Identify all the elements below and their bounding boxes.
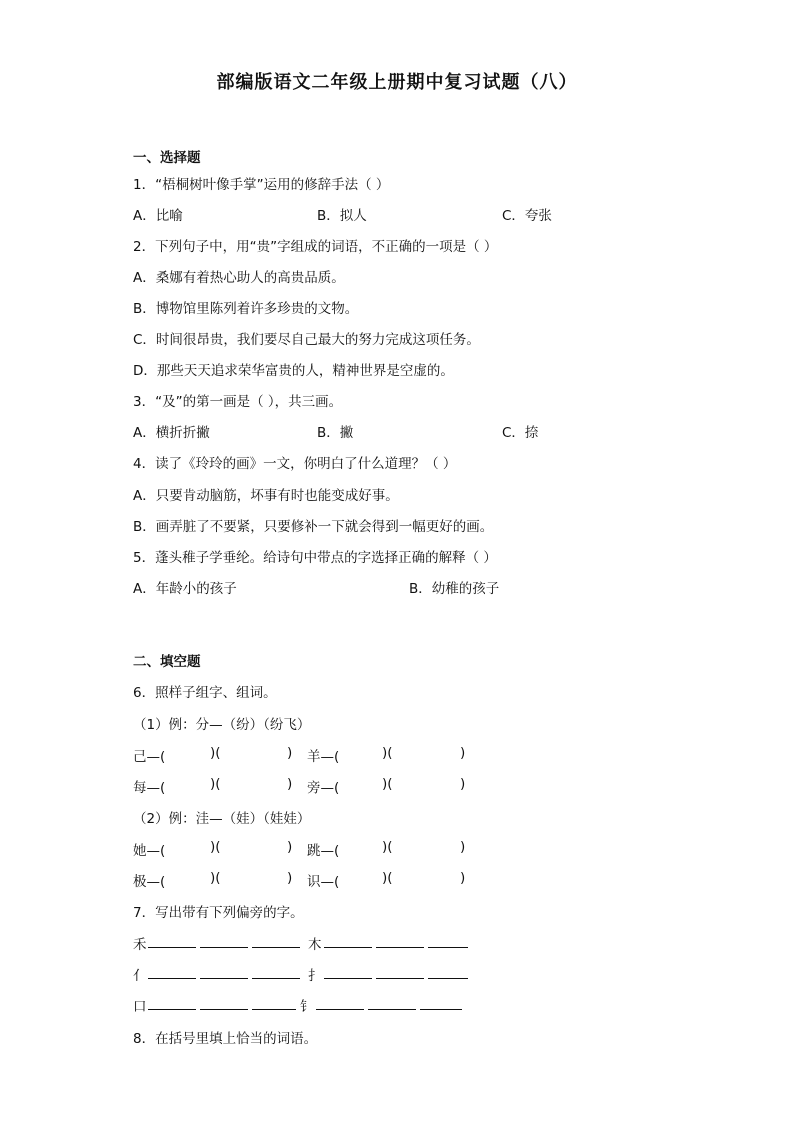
row-4-right-end: ) [460,870,466,886]
row-3-left-char: 她—( [133,843,166,859]
question-3-stem: 3．“及”的第一画是（ ），共三画。 [133,394,343,410]
question-7-row-3 [133,995,473,1013]
row-2-right-char: 旁—( [307,780,340,796]
question-7-row-2 [133,964,473,982]
radical-shou: 扌 [308,968,322,984]
row-1-left-end: ) [287,745,293,761]
answer-blank[interactable] [148,995,196,1010]
page-title: 部编版语文二年级上册期中复习试题（八） [216,72,578,93]
question-3-option-a: A．横折折撇 [133,425,210,441]
question-7-stem: 7．写出带有下列偏旁的字。 [133,905,304,921]
answer-blank[interactable] [200,933,248,948]
row-1-left-mid: )( [210,745,221,761]
question-6-example-2: （2）例：洼—（娃）（娃娃） [133,811,311,827]
question-6-row-4 [133,870,493,888]
row-3-right-end: ) [460,839,466,855]
question-4-stem: 4．读了《玲玲的画》一文，你明白了什么道理？（ ） [133,456,457,472]
row-1-left-char: 己—( [133,749,166,765]
answer-blank[interactable] [200,964,248,979]
question-2-option-a: A．桑娜有着热心助人的高贵品质。 [133,270,345,286]
answer-blank[interactable] [376,933,424,948]
answer-blank[interactable] [324,933,372,948]
section-heading-choice: 一、选择题 [133,150,201,166]
section-heading-fill: 二、填空题 [133,654,201,670]
radical-mu: 木 [308,937,322,953]
row-2-left-mid: )( [210,776,221,792]
question-5-option-b: B．幼稚的孩子 [409,581,500,597]
row-2-left-char: 每—( [133,780,166,796]
row-3-right-mid: )( [382,839,393,855]
question-2-option-d: D．那些天天追求荣华富贵的人，精神世界是空虚的。 [133,363,454,379]
row-3-left-end: ) [287,839,293,855]
row-3-left-mid: )( [210,839,221,855]
question-4-option-b: B．画弄脏了不要紧，只要修补一下就会得到一幅更好的画。 [133,519,494,535]
answer-blank[interactable] [252,995,296,1010]
row-1-right-char: 羊—( [307,749,340,765]
answer-blank[interactable] [200,995,248,1010]
question-3-option-c: C．捺 [502,425,539,441]
question-6-example-1: （1）例：分—（纷）（纷飞） [133,717,311,733]
question-6-row-3 [133,839,493,857]
row-2-right-end: ) [460,776,466,792]
question-4-option-a: A．只要肯动脑筋，坏事有时也能变成好事。 [133,488,399,504]
row-1-right-mid: )( [382,745,393,761]
radical-kou: 口 [133,999,147,1015]
question-6-row-2 [133,776,493,794]
question-6-stem: 6．照样子组字、组词。 [133,685,277,701]
answer-blank[interactable] [148,933,196,948]
radical-jin: 钅 [300,999,314,1015]
row-3-right-char: 跳—( [307,843,340,859]
question-2-option-c: C．时间很昂贵，我们要尽自己最大的努力完成这项任务。 [133,332,480,348]
answer-blank[interactable] [428,964,468,979]
question-1-stem: 1．“梧桐树叶像手掌”运用的修辞手法（ ） [133,177,390,193]
answer-blank[interactable] [148,964,196,979]
row-4-right-char: 识—( [307,874,340,890]
question-1-option-b: B．拟人 [317,208,367,224]
question-8-stem: 8．在括号里填上恰当的词语。 [133,1031,318,1047]
answer-blank[interactable] [420,995,462,1010]
row-4-left-char: 极—( [133,874,166,890]
question-5-stem: 5．蓬头稚子学垂纶。给诗句中带点的字选择正确的解释（ ） [133,550,497,566]
question-1-option-c: C．夸张 [502,208,552,224]
radical-ren: 亻 [133,968,147,984]
question-5-option-a: A．年龄小的孩子 [133,581,237,597]
answer-blank[interactable] [428,933,468,948]
answer-blank[interactable] [316,995,364,1010]
question-2-stem: 2．下列句子中，用“贵”字组成的词语，不正确的一项是（ ） [133,239,498,255]
question-6-row-1 [133,745,493,763]
row-4-right-mid: )( [382,870,393,886]
radical-he: 禾 [133,937,147,953]
row-4-left-mid: )( [210,870,221,886]
row-2-right-mid: )( [382,776,393,792]
row-4-left-end: ) [287,870,293,886]
answer-blank[interactable] [324,964,372,979]
answer-blank[interactable] [252,964,300,979]
row-1-right-end: ) [460,745,466,761]
question-3-option-b: B．撇 [317,425,354,441]
question-1-option-a: A．比喻 [133,208,183,224]
row-2-left-end: ) [287,776,293,792]
answer-blank[interactable] [368,995,416,1010]
answer-blank[interactable] [376,964,424,979]
question-2-option-b: B．博物馆里陈列着许多珍贵的文物。 [133,301,359,317]
answer-blank[interactable] [252,933,300,948]
question-7-row-1 [133,933,473,951]
